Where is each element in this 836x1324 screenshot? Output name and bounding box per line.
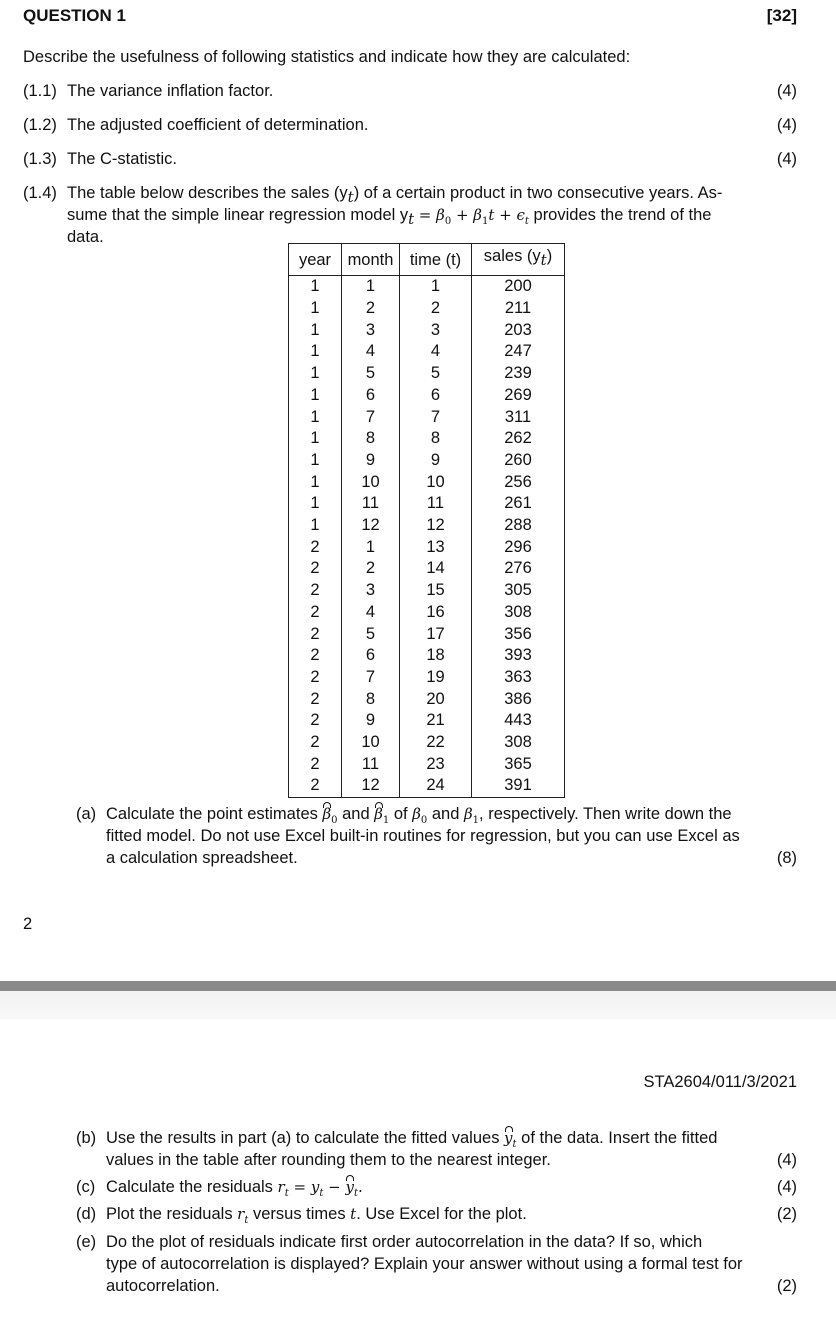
table-cell: 1: [289, 276, 342, 298]
table-cell: 12: [342, 775, 400, 797]
header-year: year: [289, 244, 342, 276]
header-time: time (t): [400, 244, 472, 276]
table-row: [289, 537, 565, 559]
header-month: month: [342, 244, 400, 276]
part-marks: (8): [776, 849, 797, 867]
table-cell: 1: [289, 385, 342, 407]
table-cell: 443: [472, 710, 565, 732]
item-label: (1.2): [23, 116, 57, 134]
table-cell: 18: [400, 645, 472, 667]
table-cell: 2: [289, 754, 342, 776]
table-cell: 11: [342, 754, 400, 776]
table-cell: 14: [400, 558, 472, 580]
table-cell: 7: [400, 407, 472, 429]
table-cell: 256: [472, 472, 565, 494]
table-cell: 261: [472, 493, 565, 515]
table-row: [289, 363, 565, 385]
table-cell: 1: [289, 363, 342, 385]
table-cell: 2: [289, 580, 342, 602]
table-cell: 1: [289, 320, 342, 342]
table-row: [289, 624, 565, 646]
table-cell: 2: [289, 558, 342, 580]
table-cell: 2: [342, 558, 400, 580]
table-cell: 269: [472, 385, 565, 407]
table-cell: 1: [342, 537, 400, 559]
table-cell: 9: [342, 710, 400, 732]
item-marks: (4): [776, 116, 797, 134]
q14-line2: sume that the simple linear regression model $y_t = \beta_0 + \beta_1t + \epsilon_t$ provides the trend of the: [67, 206, 712, 229]
table-cell: 5: [342, 363, 400, 385]
table-cell: 2: [289, 537, 342, 559]
table-cell: 1: [289, 298, 342, 320]
table-row: [289, 580, 565, 602]
part-a-line1: Calculate the point estimates $\beta_0$ and $\beta_1$ of $\beta_0$ and $\beta_1$, respectively. Then write down the: [106, 805, 732, 826]
table-cell: 2: [289, 645, 342, 667]
question-title: QUESTION 1: [23, 6, 126, 25]
table-row: [289, 472, 565, 494]
table-cell: 12: [342, 515, 400, 537]
table-cell: 1: [289, 472, 342, 494]
table-cell: 247: [472, 341, 565, 363]
table-cell: 3: [342, 320, 400, 342]
table-row: [289, 450, 565, 472]
item-label: (1.1): [23, 82, 57, 100]
page-divider: [0, 981, 836, 1019]
item-marks: (4): [776, 82, 797, 100]
table-cell: 6: [342, 645, 400, 667]
part-a-line2: fitted model. Do not use Excel built-in routines for regression, but you can use Excel as: [106, 827, 740, 845]
table-cell: 20: [400, 689, 472, 711]
table-cell: 276: [472, 558, 565, 580]
table-row: [289, 732, 565, 754]
table-row: [289, 407, 565, 429]
part-b-line2: values in the table after rounding them to the nearest integer.: [106, 1151, 551, 1169]
part-marks: (4): [776, 1151, 797, 1169]
table-cell: 12: [400, 515, 472, 537]
table-cell: 356: [472, 624, 565, 646]
table-cell: 386: [472, 689, 565, 711]
table-row: [289, 515, 565, 537]
q14-line3: data.: [67, 228, 104, 246]
table-cell: 1: [289, 493, 342, 515]
table-cell: 365: [472, 754, 565, 776]
table-cell: 10: [342, 472, 400, 494]
table-cell: 2: [289, 602, 342, 624]
table-cell: 8: [342, 428, 400, 450]
table-cell: 363: [472, 667, 565, 689]
table-cell: 391: [472, 775, 565, 797]
table-cell: 11: [342, 493, 400, 515]
table-cell: 2: [289, 732, 342, 754]
table-cell: 13: [400, 537, 472, 559]
table-cell: 6: [342, 385, 400, 407]
table-cell: 2: [342, 298, 400, 320]
table-cell: 393: [472, 645, 565, 667]
table-cell: 305: [472, 580, 565, 602]
table-cell: 1: [289, 450, 342, 472]
part-label: (e): [76, 1233, 97, 1251]
table-row: [289, 493, 565, 515]
table-cell: 21: [400, 710, 472, 732]
sales-table: [288, 243, 565, 798]
item-label: (1.4): [23, 184, 57, 202]
table-cell: 16: [400, 602, 472, 624]
table-header-row: [289, 244, 565, 276]
table-cell: 308: [472, 602, 565, 624]
table-cell: 1: [400, 276, 472, 298]
part-c-line: Calculate the residuals $r_t = y_t - y_t$.: [106, 1178, 363, 1199]
item-text: The C-statistic.: [67, 150, 178, 168]
table-cell: 2: [289, 667, 342, 689]
part-b-line1: Use the results in part (a) to calculate the fitted values $y_t$ of the data. Insert the fitted: [106, 1129, 718, 1150]
table-row: [289, 298, 565, 320]
table-cell: 1: [289, 407, 342, 429]
table-cell: 262: [472, 428, 565, 450]
table-cell: 19: [400, 667, 472, 689]
table-cell: 2: [289, 775, 342, 797]
table-row: [289, 558, 565, 580]
item-text: The variance inflation factor.: [67, 82, 274, 100]
table-cell: 17: [400, 624, 472, 646]
table-row: [289, 667, 565, 689]
part-label: (a): [76, 805, 97, 823]
table-cell: 1: [342, 276, 400, 298]
table-cell: 10: [400, 472, 472, 494]
table-cell: 7: [342, 407, 400, 429]
table-row: [289, 276, 565, 298]
table-cell: 6: [400, 385, 472, 407]
intro-text: Describe the usefulness of following statistics and indicate how they are calculated:: [23, 48, 631, 66]
table-cell: 2: [289, 624, 342, 646]
part-label: (d): [76, 1205, 97, 1223]
table-row: [289, 341, 565, 363]
document-code: STA2604/011/3/2021: [643, 1073, 797, 1091]
part-marks: (4): [776, 1178, 797, 1196]
table-row: [289, 710, 565, 732]
item-text: The adjusted coefficient of determination.: [67, 116, 369, 134]
table-cell: 15: [400, 580, 472, 602]
table-cell: 2: [400, 298, 472, 320]
table-cell: 8: [342, 689, 400, 711]
table-row: [289, 320, 565, 342]
part-d-line: Plot the residuals $r_t$ versus times t. Use Excel for the plot.: [106, 1205, 527, 1226]
part-marks: (2): [776, 1277, 797, 1295]
table-cell: 3: [400, 320, 472, 342]
table-cell: 260: [472, 450, 565, 472]
question-marks: [32]: [766, 6, 797, 25]
table-cell: 308: [472, 732, 565, 754]
table-cell: 24: [400, 775, 472, 797]
table-cell: 10: [342, 732, 400, 754]
part-a-line3: a calculation spreadsheet.: [106, 849, 298, 867]
item-label: (1.3): [23, 150, 57, 168]
table-cell: 200: [472, 276, 565, 298]
table-cell: 9: [342, 450, 400, 472]
part-e-line3: autocorrelation.: [106, 1277, 220, 1295]
table-cell: 4: [342, 341, 400, 363]
table-cell: 311: [472, 407, 565, 429]
table-cell: 203: [472, 320, 565, 342]
table-cell: 211: [472, 298, 565, 320]
table-cell: 9: [400, 450, 472, 472]
part-label: (c): [76, 1178, 96, 1196]
table-cell: 8: [400, 428, 472, 450]
table-cell: 239: [472, 363, 565, 385]
table-cell: 4: [342, 602, 400, 624]
table-cell: 288: [472, 515, 565, 537]
header-sales: sales $(y_t)$: [472, 244, 565, 276]
table-cell: 1: [289, 515, 342, 537]
page-number: 2: [23, 915, 33, 933]
table-row: [289, 428, 565, 450]
table-cell: 5: [400, 363, 472, 385]
table-row: [289, 775, 565, 797]
q14-line1: The table below describes the sales $(y_t)$ of a certain product in two consecutive years. As-: [67, 184, 723, 207]
table-row: [289, 602, 565, 624]
table-cell: 5: [342, 624, 400, 646]
table-cell: 3: [342, 580, 400, 602]
table-cell: 2: [289, 710, 342, 732]
part-e-line1: Do the plot of residuals indicate first order autocorrelation in the data? If so, which: [106, 1233, 703, 1251]
table-cell: 1: [289, 341, 342, 363]
part-label: (b): [76, 1129, 97, 1147]
table-cell: 22: [400, 732, 472, 754]
table-cell: 2: [289, 689, 342, 711]
table-row: [289, 754, 565, 776]
table-cell: 296: [472, 537, 565, 559]
table-row: [289, 385, 565, 407]
table-row: [289, 645, 565, 667]
table-cell: 4: [400, 341, 472, 363]
part-marks: (2): [776, 1205, 797, 1223]
table-cell: 7: [342, 667, 400, 689]
item-marks: (4): [776, 150, 797, 168]
table-row: [289, 689, 565, 711]
part-e-line2: type of autocorrelation is displayed? Explain your answer without using a formal test for: [106, 1255, 743, 1273]
table-cell: 11: [400, 493, 472, 515]
table-cell: 1: [289, 428, 342, 450]
table-cell: 23: [400, 754, 472, 776]
